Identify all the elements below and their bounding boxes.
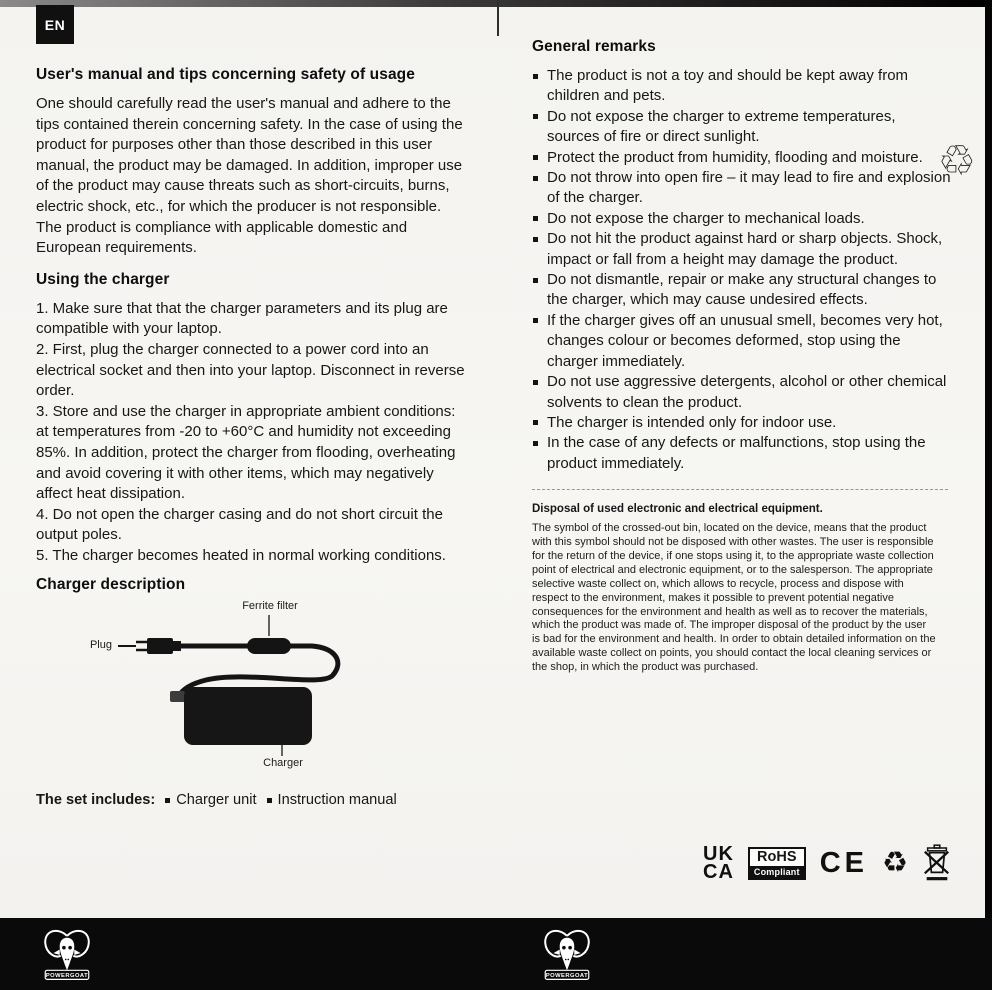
certification-marks bbox=[690, 843, 952, 883]
set-includes-item bbox=[267, 792, 397, 808]
powergoat-wordmark: POWERGOAT bbox=[545, 973, 589, 980]
remark-item: Do not use aggressive detergents, alcohol or other chemical solvents to clean the product. bbox=[532, 372, 952, 413]
charger-brick-icon bbox=[184, 687, 312, 745]
powergoat-logo bbox=[38, 924, 96, 984]
plug-icon bbox=[147, 638, 173, 654]
using-step: 3. Store and use the charger in appropriate ambient conditions: at temperatures from -20 to +60°C and humidity not exceeding 85%. In addition, protect the charger from flooding, overheating and avoid covering it with other items, which may negatively affect heat dissipation. bbox=[36, 402, 456, 503]
using-step: 1. Make sure that that the charger parameters and its plug are compatible with your laptop. bbox=[36, 299, 448, 338]
remark-item: Do not expose the charger to mechanical loads. bbox=[532, 209, 952, 229]
rohs-subtitle: Compliant bbox=[750, 866, 804, 878]
dashed-divider bbox=[532, 489, 948, 490]
general-remarks-list bbox=[532, 66, 952, 474]
using-step: 4. Do not open the charger casing and do not short circuit the output poles. bbox=[36, 505, 443, 544]
set-includes-row bbox=[36, 792, 470, 808]
charger-label: Charger bbox=[263, 757, 303, 770]
set-includes-item bbox=[165, 792, 256, 808]
powergoat-wordmark: POWERGOAT bbox=[45, 973, 89, 980]
disposal-paragraph: The symbol of the crossed-out bin, located on the device, means that the product with this symbol should not be disposed with other wastes. The user is responsible for the return of the device, if one stops using it, to the appropriate waste collection point of electrical and electronic equipment, or to the salesperson. The appropriate selective waste collect on, which allows to recycle, process and dispose with respect to the environment, makes it possible to prevent potential negative consequences for the environment and health as well as to recover the materials, which the product was made of. The improper disposal of the product by the user is bad for the environment and health. In order to obtain detailed information on the available waste collect on points, you should contact the local cleaning services or the shop, in which the product was purchased. bbox=[532, 522, 936, 674]
remark-item: Protect the product from humidity, flooding and moisture. bbox=[532, 148, 952, 168]
remark-item: Do not hit the product against hard or sharp objects. Shock, impact or fall from a height may damage the product. bbox=[532, 229, 952, 270]
ce-mark: CE bbox=[819, 846, 868, 879]
weee-crossed-bin-icon bbox=[922, 843, 952, 883]
remark-item: Do not throw into open fire – it may lead to fire and explosion of the charger. bbox=[532, 168, 952, 209]
recycle-icon: ♻ bbox=[882, 846, 908, 879]
rohs-title: RoHS bbox=[757, 848, 797, 865]
square-bullet-icon bbox=[267, 798, 272, 803]
general-remarks-heading: General remarks bbox=[532, 38, 656, 55]
scan-edge-right bbox=[985, 0, 992, 990]
safety-paragraph: One should carefully read the user's manual and adhere to the tips contained therein concerning safety. In the case of using the product for purposes other than those described in this user manual, the product may be damaged. In addition, improper use of the product may cause threats such as short-circuits, burns, electric shock, etc., for which the producer is not responsible. The product is compliance with applicable domestic and European requirements. bbox=[36, 95, 463, 257]
charger-diagram-drawing bbox=[36, 600, 476, 772]
remark-item: The charger is intended only for indoor use. bbox=[532, 413, 952, 433]
plug-label: Plug bbox=[89, 639, 112, 652]
scan-edge-top bbox=[0, 0, 992, 7]
language-badge: EN bbox=[36, 5, 74, 44]
right-column bbox=[532, 38, 952, 675]
using-charger-heading: Using the charger bbox=[36, 270, 170, 288]
remark-item: If the charger gives off an unusual smell, becomes very hot, changes colour or becomes deformed, stop using the charger immediately. bbox=[532, 311, 952, 372]
remark-item: In the case of any defects or malfunctions, stop using the product immediately. bbox=[532, 433, 952, 474]
using-step: 5. The charger becomes heated in normal working conditions. bbox=[36, 546, 446, 564]
charger-description-heading: Charger description bbox=[36, 576, 186, 594]
using-step: 2. First, plug the charger connected to a power cord into an electrical socket and then into your laptop. Disconnect in reverse order. bbox=[36, 340, 465, 400]
ferrite-filter-icon bbox=[247, 638, 291, 654]
set-includes-item-label: Charger unit bbox=[176, 792, 257, 809]
charger-diagram bbox=[36, 600, 476, 772]
footer-band bbox=[0, 918, 992, 990]
remark-item: Do not dismantle, repair or make any structural changes to the charger, which may cause undesired effects. bbox=[532, 270, 952, 311]
ukca-bottom: CA bbox=[703, 861, 734, 883]
left-column bbox=[36, 66, 470, 808]
set-includes-label: The set includes: bbox=[36, 792, 156, 809]
ukca-mark bbox=[703, 845, 734, 881]
square-bullet-icon bbox=[165, 798, 170, 803]
powergoat-logo bbox=[538, 924, 596, 984]
ukca-top: UK bbox=[703, 843, 734, 865]
remark-item: Do not expose the charger to extreme temperatures, sources of fire or direct sunlight. bbox=[532, 107, 952, 148]
set-includes-item-label: Instruction manual bbox=[277, 792, 397, 809]
rohs-mark bbox=[748, 847, 806, 880]
safety-heading: User's manual and tips concerning safety of usage bbox=[36, 66, 415, 83]
remark-item: The product is not a toy and should be kept away from children and pets. bbox=[532, 66, 952, 107]
scan-fold-line bbox=[497, 0, 499, 36]
disposal-heading: Disposal of used electronic and electrical equipment. bbox=[532, 503, 823, 516]
ferrite-filter-label: Ferrite filter bbox=[242, 600, 298, 613]
recycle-triangle-icon: ♲ bbox=[938, 137, 976, 184]
